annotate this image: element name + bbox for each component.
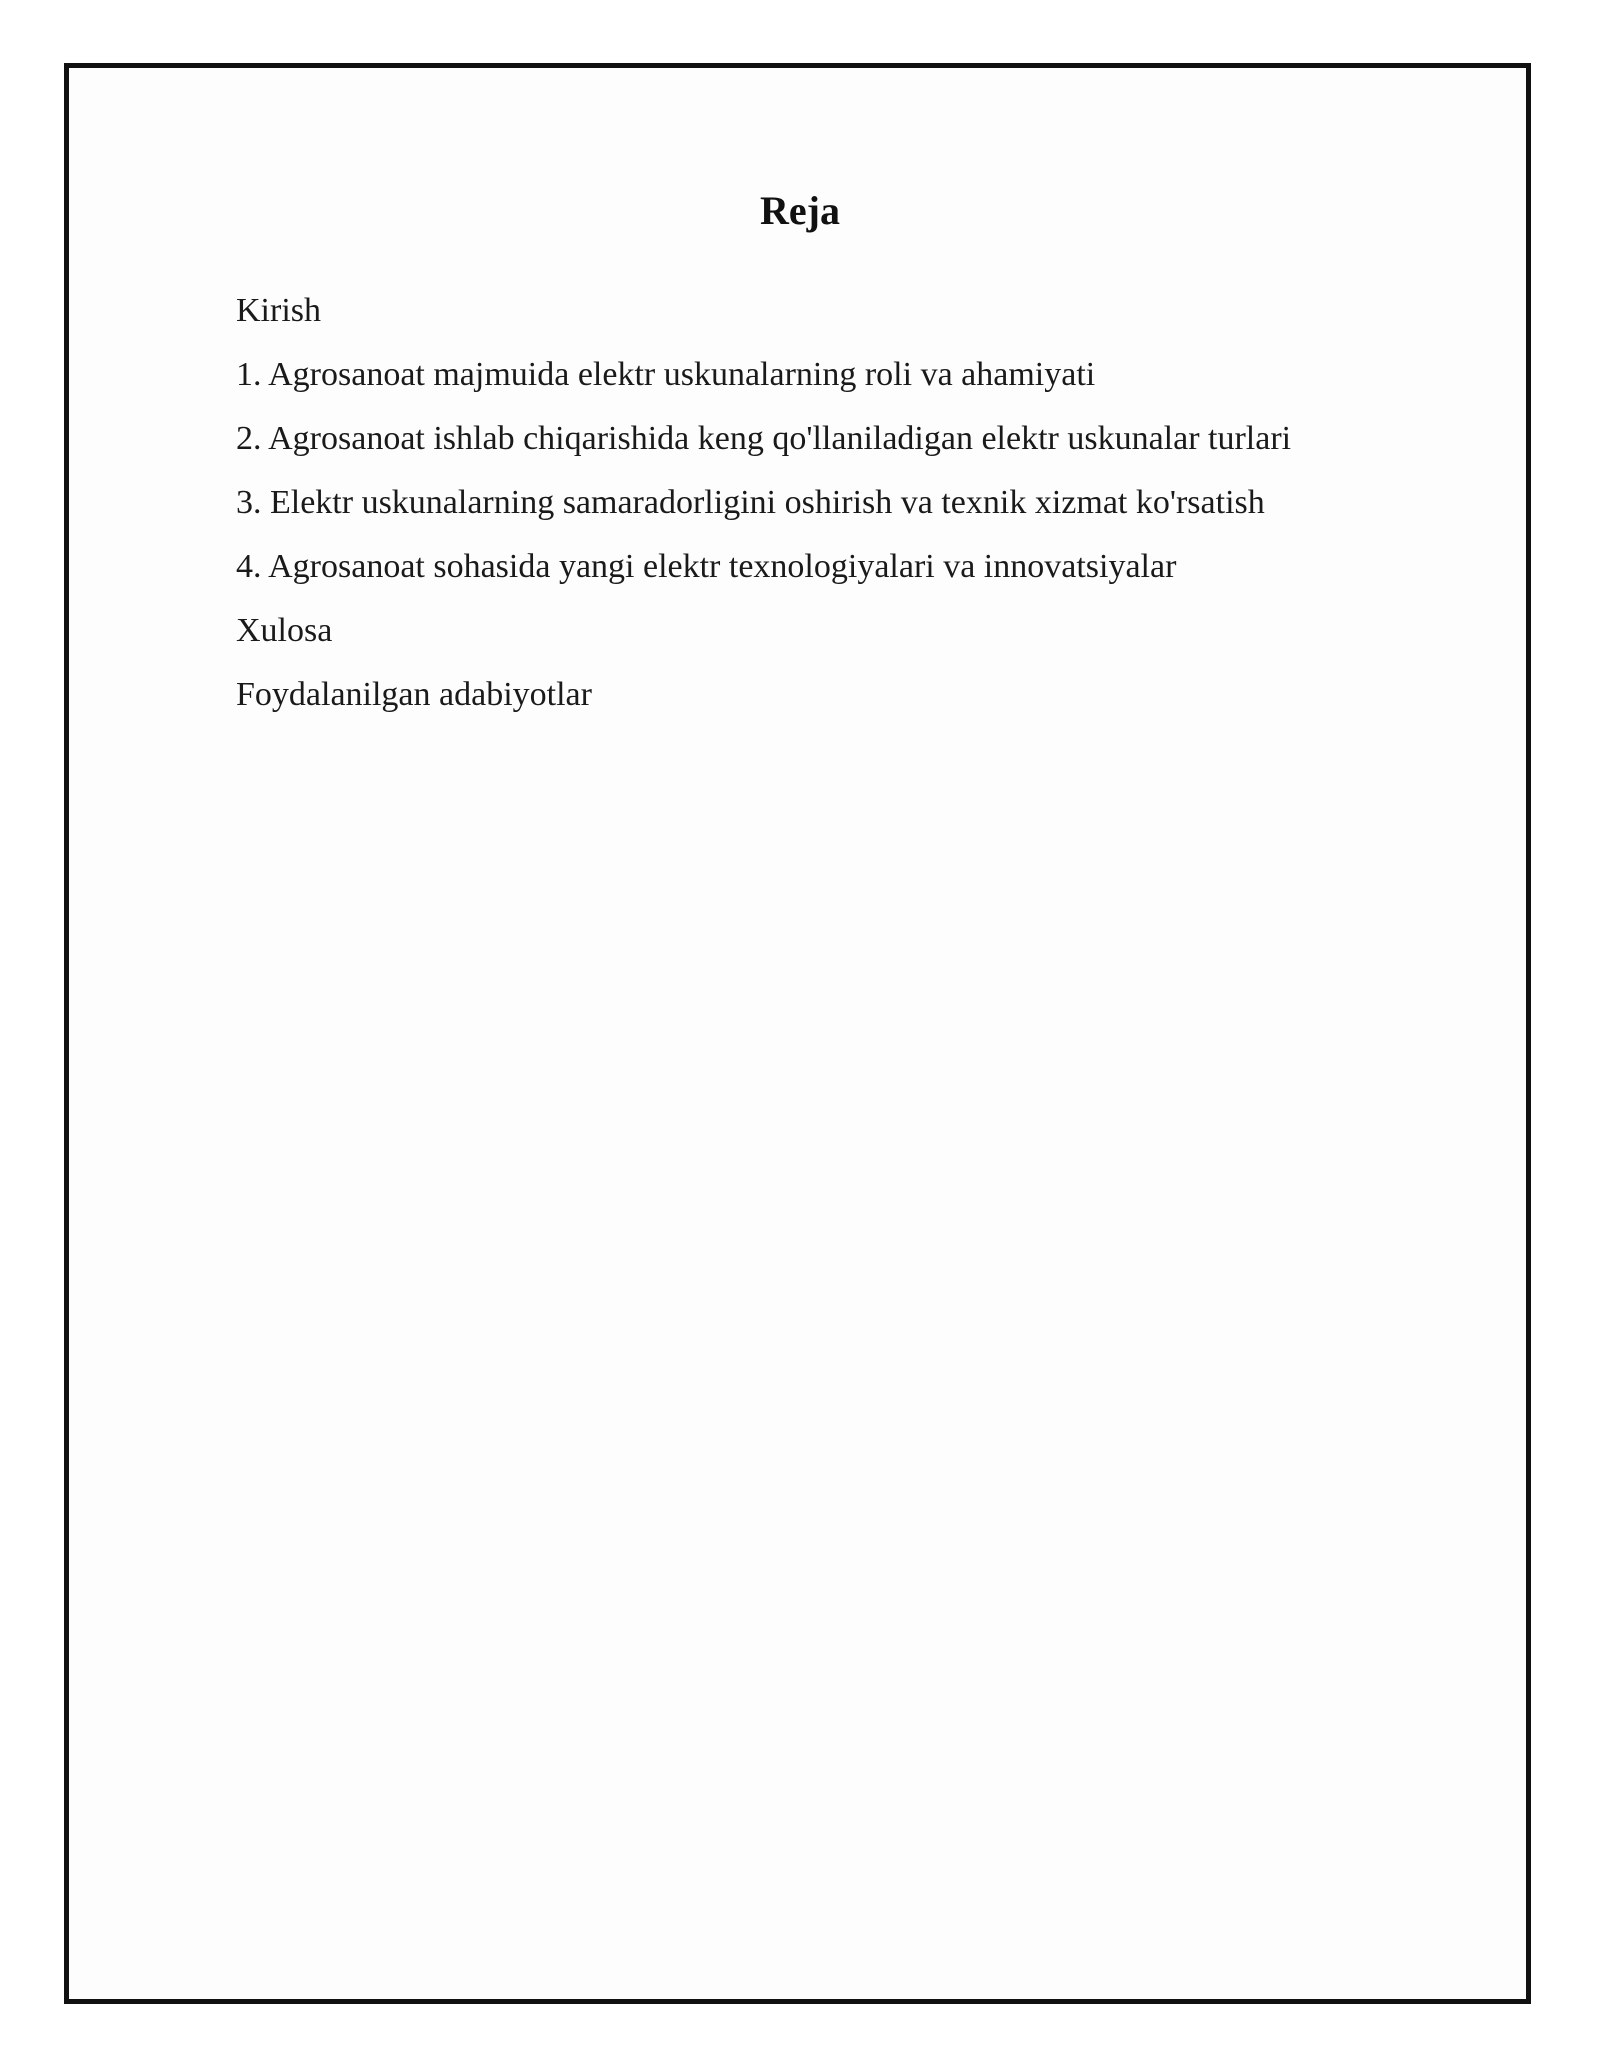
toc-item-chapter-4: 4. Agrosanoat sohasida yangi elektr texnologiyalari va innovatsiyalar <box>236 548 1177 585</box>
toc-item-chapter-3: 3. Elektr uskunalarning samaradorligini oshirish va texnik xizmat ko'rsatish <box>236 484 1265 521</box>
toc-item-chapter-2: 2. Agrosanoat ishlab chiqarishida keng qo'llaniladigan elektr uskunalar turlari <box>236 420 1292 457</box>
table-of-contents <box>236 287 1366 735</box>
page-title: Reja <box>760 188 840 233</box>
toc-item-introduction: Kirish <box>236 292 321 329</box>
toc-item-conclusion: Xulosa <box>236 612 333 649</box>
toc-item-references: Foydalanilgan adabiyotlar <box>236 676 592 713</box>
toc-item-chapter-1: 1. Agrosanoat majmuida elektr uskunalarning roli va ahamiyati <box>236 356 1096 393</box>
